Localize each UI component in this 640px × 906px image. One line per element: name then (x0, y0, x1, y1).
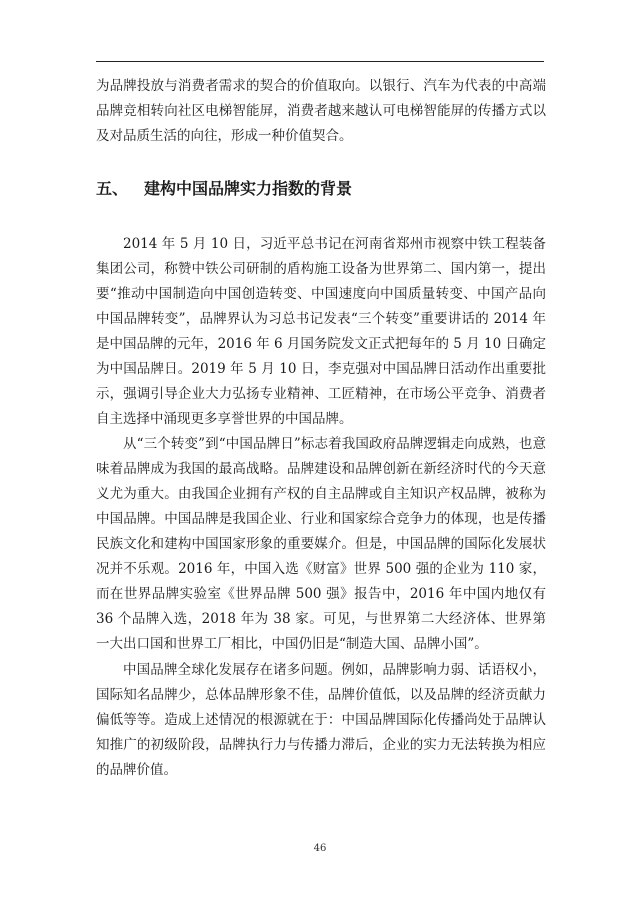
section-title: 建构中国品牌实力指数的背景 (144, 179, 353, 198)
section-heading (96, 176, 352, 199)
section-number: 五、 (96, 179, 129, 198)
body-paragraph-3: 中国品牌全球化发展存在诸多问题。例如，品牌影响力弱、话语权小，国际知名品牌少，总体品牌形象不佳，品牌价值低，以及品牌的经济贡献力偏低等等。造成上述情况的根源就在于：中国品牌国际化传播尚处于品牌认知推广的初级阶段，品牌执行力与传播力滞后，企业的实力无法转换为相应的品牌价值。 (96, 662, 546, 778)
header-rule (96, 61, 544, 62)
body-paragraph-1: 2014 年 5 月 10 日，习近平总书记在河南省郑州市视察中铁工程装备集团公司，称赞中铁公司研制的盾构施工设备为世界第二、国内第一，提出要“推动中国制造向中国创造转变、中国速度向中国质量转变、中国产品向中国品牌转变”，品牌界认为习总书记发表“三个转变”重要讲话的 2014 年是中国品牌的元年，2016 年 6 月国务院发文正式把每年的 5 月 10 日确定为中国品牌日。2019 年 5 月 10 日，李克强对中国品牌日活动作出重要批示，强调引导企业大力弘扬专业精神、工匠精神，在市场公平竞争、消费者自主选择中涌现更多享誉世界的中国品牌。 (96, 236, 546, 427)
page-number: 46 (313, 843, 327, 854)
body-paragraph-2: 从“三个转变”到“中国品牌日”标志着我国政府品牌逻辑走向成熟，也意味着品牌成为我国的最高战略。品牌建设和品牌创新在新经济时代的今天意义尤为重大。由我国企业拥有产权的自主品牌或自主知识产权品牌，被称为中国品牌。中国品牌是我国企业、行业和国家综合竞争力的体现，也是传播民族文化和建构中国国家形象的重要媒介。但是，中国品牌的国际化发展状况并不乐观。2016 年，中国入选《财富》世界 500 强的企业为 110 家，而在世界品牌实验室《世界品牌 500 强》报告中，2016 年中国内地仅有 36 个品牌入选，2018 年为 38 家。可见，与世界第二大经济体、世界第一大出口国和世界工厂相比，中国仍旧是“制造大国、品牌小国”。 (96, 436, 546, 652)
intro-paragraph: 为品牌投放与消费者需求的契合的价值取向。以银行、汽车为代表的中高端品牌竞相转向社区电梯智能屏，消费者越来越认可电梯智能屏的传播方式以及对品质生活的向往，形成一种价值契合。 (96, 78, 546, 144)
